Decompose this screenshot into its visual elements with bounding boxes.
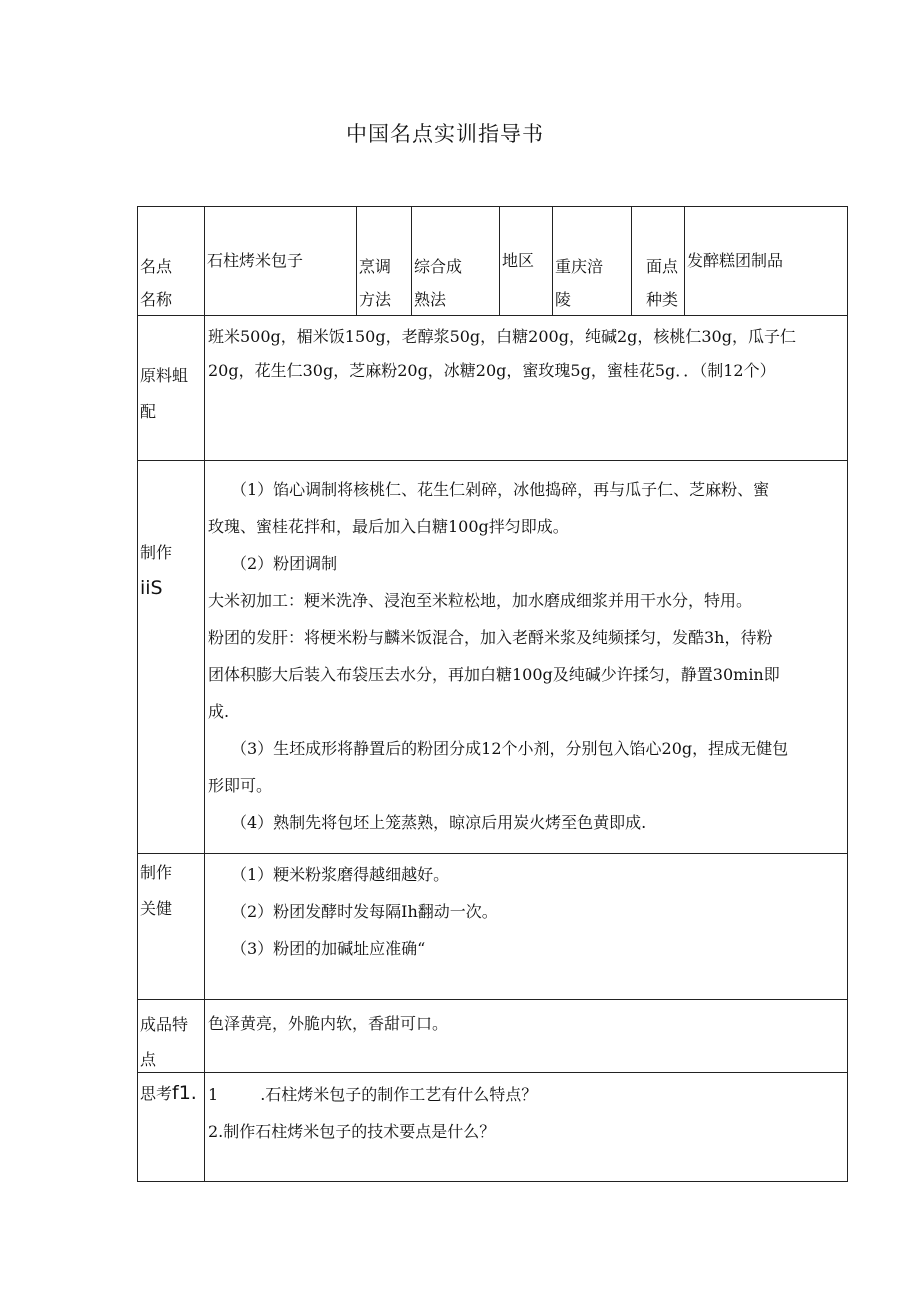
category-label-line1: 面点: [646, 257, 679, 276]
name-label-line1: 名点: [140, 257, 173, 276]
ingredients-line-1: 班米500g，楣米饭150g，老醇浆50g，白糖200g，纯碱2g，核桃仁30g，瓜子仁: [208, 327, 796, 346]
category-label-cell: [632, 207, 685, 316]
key-points-content-cell: [205, 854, 848, 1000]
region-label: 地区: [502, 251, 535, 270]
features-label-line2: 点: [140, 1050, 157, 1069]
questions-content-cell: [205, 1073, 848, 1182]
process-line-9: 形即可。: [208, 776, 273, 795]
question-1-text: .石柱烤米包子的制作工艺有什么特点？: [260, 1085, 538, 1104]
questions-row: [138, 1073, 848, 1182]
process-line-7: 成.: [208, 702, 230, 721]
key-points-label-line1: 制作: [140, 863, 173, 882]
process-line-4: 大米初加工：粳米洗净、浸泡至米粒松地，加水磨成细浆并用干水分，特用。: [208, 591, 753, 610]
name-label-cell: [138, 207, 205, 316]
process-content-cell: [205, 461, 848, 854]
process-line-1: （1）馅心调制将核桃仁、花生仁剁碎，冰他捣碎，再与瓜子仁、芝麻粉、蜜: [231, 480, 770, 499]
ingredients-label-line2: 配: [140, 402, 157, 421]
question-1: [205, 1076, 847, 1113]
header-row: [138, 207, 848, 316]
region-value-cell: [553, 207, 632, 316]
key-point-3: （3）粉团的加碱址应准确“: [231, 939, 426, 958]
key-points-row: [138, 854, 848, 1000]
features-content-cell: [205, 1000, 848, 1073]
method-value-line2: 熟法: [414, 290, 447, 309]
question-1-number: 1: [208, 1085, 219, 1104]
process-label-cell: [138, 461, 205, 854]
features-label-line1: 成品特: [140, 1015, 189, 1034]
features-row: [138, 1000, 848, 1073]
ingredients-row: [138, 316, 848, 461]
document-title: 中国名点实训指导书: [346, 122, 544, 146]
training-table: [137, 206, 848, 1182]
region-value-line1: 重庆涪: [555, 257, 604, 276]
method-label-cell: [357, 207, 412, 316]
region-label-cell: [500, 207, 553, 316]
category-value: 发醉糕团制品: [687, 251, 784, 270]
name-value: 石柱烤米包子: [207, 251, 304, 270]
key-point-2: （2）粉团发酵时发每隔Ih翻动一次。: [231, 902, 498, 921]
features-label-cell: [138, 1000, 205, 1073]
key-point-1: （1）粳米粉浆磨得越细越好。: [231, 865, 450, 884]
ingredients-label-line1: 原料蛆: [140, 366, 189, 385]
process-label-line1: 制作: [140, 543, 173, 562]
key-points-label-cell: [138, 854, 205, 1000]
questions-label-text: 思考: [140, 1084, 173, 1103]
ingredients-line-2: 20g，花生仁30g，芝麻粉20g，冰糖20g，蜜玫瑰5g，蜜桂花5g．．（制12个）: [208, 361, 776, 380]
method-label-line2: 方法: [359, 290, 392, 309]
category-label-line2: 种类: [646, 290, 679, 309]
features-text: 色泽黄亮，外脆内软，香甜可口。: [208, 1014, 449, 1033]
method-value-cell: [412, 207, 500, 316]
question-2: 2.制作石柱烤米包子的技术要点是什么？: [208, 1122, 496, 1141]
ingredients-content-cell: [205, 316, 848, 461]
process-line-10: （4）熟制先将包坯上笼蒸熟，晾凉后用炭火烤至色黄即成.: [231, 813, 647, 832]
questions-label: [140, 1080, 197, 1107]
method-value-line1: 综合成: [414, 257, 463, 276]
category-value-cell: [685, 207, 848, 316]
process-line-8: （3）生坯成形将静置后的粉团分成12个小剂，分别包入馅心20g，捏成无健包: [231, 739, 789, 758]
key-points-label-line2: 关健: [140, 899, 173, 918]
region-value-line2: 陵: [555, 290, 572, 309]
name-label-line2: 名称: [140, 290, 173, 309]
process-line-2: 玫瑰、蜜桂花拌和，最后加入白糖100g拌匀即成。: [208, 517, 569, 536]
questions-label-suffix: f1.: [172, 1082, 197, 1104]
process-line-3: （2）粉团调制: [231, 554, 338, 573]
process-line-5: 粉团的发肝：将梗米粉与麟米饭混合，加入老酹米浆及纯频揉匀，发酷3h，待粉: [208, 628, 773, 647]
method-label-line1: 烹调: [359, 257, 392, 276]
process-label-line2: iiS: [140, 577, 163, 599]
questions-label-cell: [138, 1073, 205, 1182]
process-row: [138, 461, 848, 854]
ingredients-label-cell: [138, 316, 205, 461]
process-line-6: 团体积膨大后装入布袋压去水分，再加白糖100g及纯碱少许揉匀，静置30min即: [208, 665, 780, 684]
name-value-cell: [205, 207, 357, 316]
